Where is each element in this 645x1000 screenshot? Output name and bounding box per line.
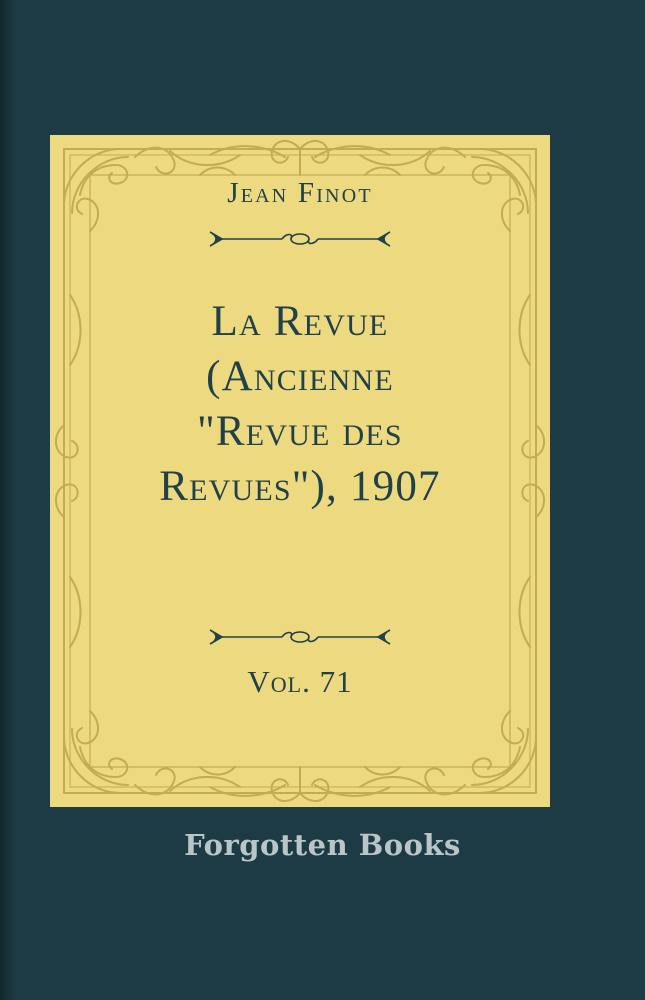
book-title <box>153 294 447 514</box>
title-line-3: "Revue des <box>197 408 403 456</box>
title-line-1: La Revue <box>211 298 389 345</box>
divider-ornament-lower-icon <box>200 626 400 648</box>
volume-label: Vol. 71 <box>247 664 353 700</box>
cover-panel <box>50 135 550 807</box>
publisher-imprint: Forgotten Books <box>184 828 461 862</box>
cover-text-block <box>94 165 506 777</box>
title-line-2: (Ancienne <box>206 353 394 401</box>
title-line-4: Revues"), 1907 <box>159 463 441 511</box>
divider-ornament-icon <box>200 228 400 250</box>
author-name: Jean Finot <box>227 177 373 209</box>
